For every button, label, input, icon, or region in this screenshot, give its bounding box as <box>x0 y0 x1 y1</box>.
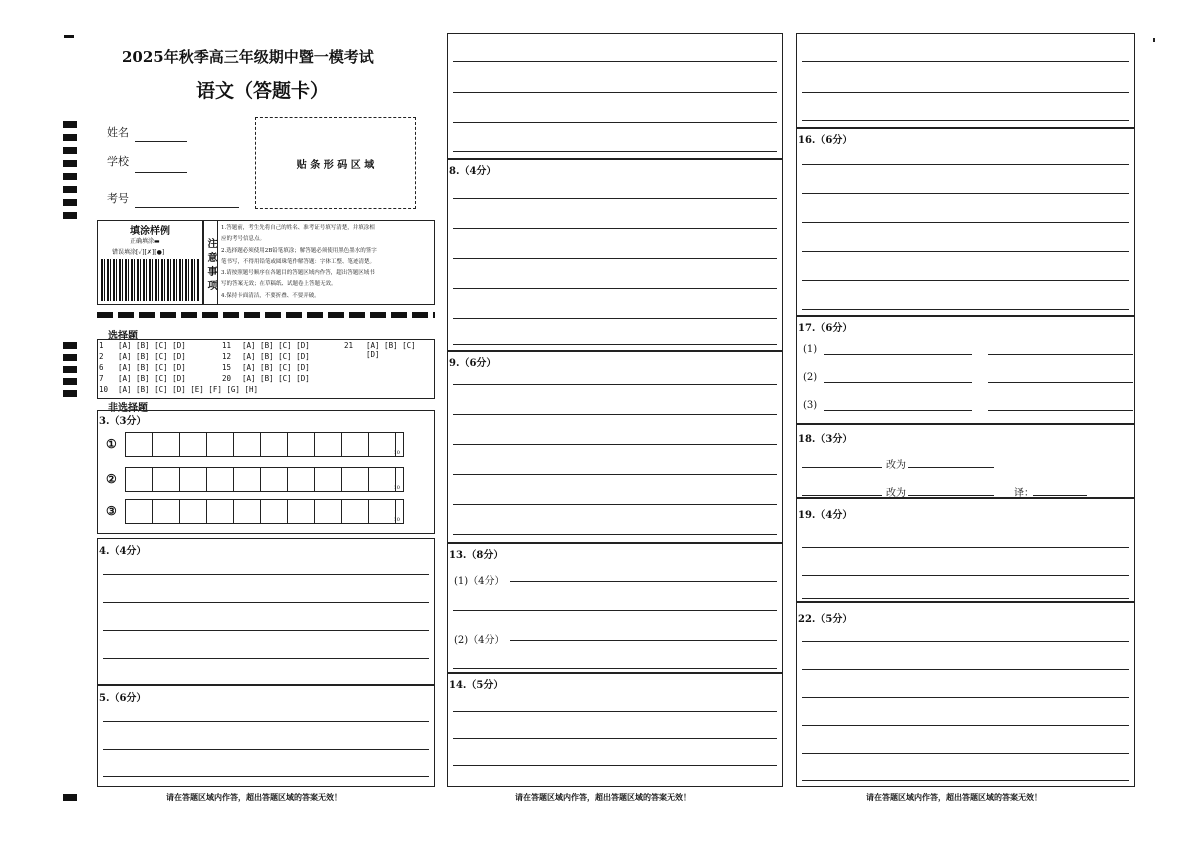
q15-continued-box <box>796 33 1135 128</box>
answer-line[interactable] <box>802 309 1129 310</box>
answer-line[interactable] <box>802 280 1129 281</box>
answer-line[interactable] <box>802 598 1129 599</box>
answer-line[interactable] <box>802 669 1129 670</box>
q18-change-label-1: 改为 <box>886 460 906 471</box>
q3-row-1-grid[interactable]: 10 <box>125 432 404 457</box>
answer-line[interactable] <box>802 780 1129 781</box>
q9-label: 9.（6分） <box>449 358 497 369</box>
q18-label: 18.（3分） <box>798 434 853 445</box>
answer-line[interactable] <box>802 251 1129 252</box>
answer-line[interactable] <box>802 120 1129 121</box>
choice-row: 10 [A] [B] [C] [D] [E] [F] [G] [H] <box>99 385 258 394</box>
notice-title: 注意事项 <box>204 221 218 304</box>
q13-part2-label: (2)（4分） <box>454 635 505 646</box>
q4-label: 4.（4分） <box>99 546 147 557</box>
q17-part1-label: (1) <box>803 344 818 355</box>
q13-label: 13.（8分） <box>449 550 504 561</box>
answer-line[interactable] <box>908 495 994 496</box>
q18-change-label-2: 改为 <box>886 488 906 499</box>
q18-translate-label: 译： <box>1014 488 1034 499</box>
school-label: 学校 <box>107 155 129 168</box>
answer-line[interactable] <box>802 61 1129 62</box>
fill-example-wrong: 错误填涂[✓][✗][●] <box>112 249 165 256</box>
choice-row: 6 [A] [B] [C] [D] 15 [A] [B] [C] [D] <box>99 363 310 372</box>
page-title: 2025年秋季高三年级期中暨一模考试 <box>122 48 374 66</box>
answer-line[interactable] <box>802 575 1129 576</box>
q14-label: 14.（5分） <box>449 680 504 691</box>
q17-part3-label: (3) <box>803 400 818 411</box>
answer-line[interactable] <box>802 495 882 496</box>
footer-note: 请在答题区域内作答，超出答题区域的答案无效！ <box>515 792 691 802</box>
footer-note: 请在答题区域内作答，超出答题区域的答案无效！ <box>166 792 342 802</box>
footer-note: 请在答题区域内作答，超出答题区域的答案无效！ <box>866 792 1042 802</box>
q22-label: 22.（5分） <box>798 614 853 625</box>
answer-line[interactable] <box>802 641 1129 642</box>
q18-box <box>796 424 1135 498</box>
q3-row-3-grid[interactable]: 10 <box>125 499 404 524</box>
answer-line[interactable] <box>824 410 972 411</box>
answer-line[interactable] <box>988 410 1133 411</box>
notice-text: 1.答题前，考生先将自己的姓名、准考证号填写清楚，并填涂相 应的考号信息点。 2.选择题必须使用2B铅笔填涂；解答题必须使用黑色墨水的签字 笔书写，不得用铅笔或圆珠笔作解答题：字体工整、笔迹清楚。 3.请按照题号顺序在各题目的答题区域内作答，超出答题区域书 写的答案无效；在草稿纸、试题卷上答题无效。 4.保持卡面清洁，不要折叠、不要弄破。 <box>221 225 377 299</box>
q17-box <box>796 316 1135 424</box>
answer-line[interactable] <box>802 725 1129 726</box>
q19-box <box>796 498 1135 602</box>
answer-line[interactable] <box>908 467 994 468</box>
q17-label: 17.（6分） <box>798 323 853 334</box>
q8-label: 8.（4分） <box>449 166 497 177</box>
choice-row: 2 [A] [B] [C] [D] 12 [A] [B] [C] [D] <box>99 352 310 361</box>
q3-row-3-label: ③ <box>106 504 117 518</box>
q19-label: 19.（4分） <box>798 510 853 521</box>
q3-row-2-label: ② <box>106 472 117 486</box>
q3-label: 3.（3分） <box>99 416 147 427</box>
page-subtitle: 语文（答题卡） <box>196 80 330 102</box>
choice-row: 7 [A] [B] [C] [D] 20 [A] [B] [C] [D] <box>99 374 310 383</box>
corner-dot <box>1153 38 1155 42</box>
answer-line[interactable] <box>802 753 1129 754</box>
answer-line[interactable] <box>824 354 972 355</box>
exam-no-label: 考号 <box>107 192 129 205</box>
q5-label: 5.（6分） <box>99 693 147 704</box>
name-label: 姓名 <box>107 126 129 139</box>
answer-line[interactable] <box>988 354 1133 355</box>
q13-part1-label: (1)（4分） <box>454 576 505 587</box>
answer-line[interactable] <box>802 92 1129 93</box>
barcode-area-label: 贴 条 形 码 区 域 <box>296 159 375 171</box>
answer-line[interactable] <box>802 222 1129 223</box>
q22-box <box>796 602 1135 787</box>
q17-part2-label: (2) <box>803 372 818 383</box>
choice-row: 1 [A] [B] [C] [D] 11 [A] [B] [C] [D] 21 [A] [B] [C] [D] <box>99 341 416 359</box>
answer-line[interactable] <box>802 164 1129 165</box>
choice-label: 选择题 <box>108 331 138 342</box>
answer-line[interactable] <box>802 467 882 468</box>
q16-box <box>796 128 1135 316</box>
answer-line[interactable] <box>802 193 1129 194</box>
fill-example-title: 填涂样例 <box>130 226 170 237</box>
answer-line[interactable] <box>802 547 1129 548</box>
q3-row-1-label: ① <box>106 437 117 451</box>
answer-line[interactable] <box>1033 495 1087 496</box>
answer-line[interactable] <box>988 382 1133 383</box>
nonchoice-label: 非选择题 <box>108 403 148 414</box>
answer-line[interactable] <box>824 382 972 383</box>
answer-line[interactable] <box>802 697 1129 698</box>
fill-example-correct: 正确填涂▬ <box>130 238 160 245</box>
q3-row-2-grid[interactable]: 10 <box>125 467 404 492</box>
q16-label: 16.（6分） <box>798 135 853 146</box>
